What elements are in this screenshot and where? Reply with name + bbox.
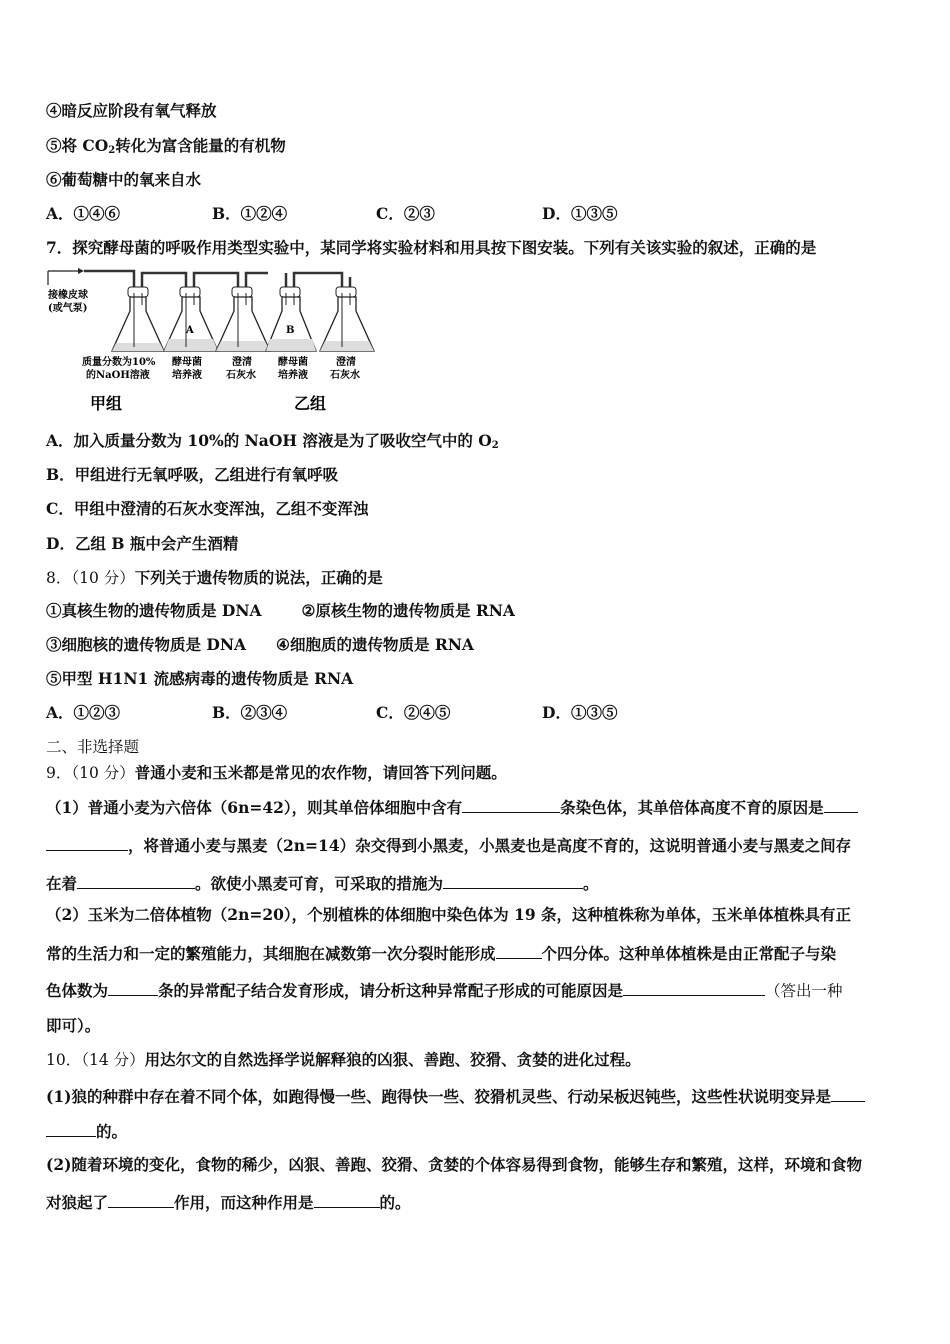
tube-3 bbox=[194, 273, 238, 289]
q8-item-3: ③细胞核的遗传物质是 DNA bbox=[46, 635, 247, 654]
q10-blank-1a[interactable] bbox=[831, 1085, 865, 1102]
q9-score: （10 分） bbox=[71, 764, 135, 782]
q9-part2-line1: （2）玉米为二倍体植物（2n=20），个别植株的体细胞中染色体为 19 条，这种植株称为单体，玉米单体植株具有正 bbox=[46, 905, 852, 924]
q7-option-a[interactable] bbox=[46, 431, 499, 456]
q8-item-2: ②原核生物的遗传物质是 RNA bbox=[301, 601, 515, 620]
label-lime-1-1: 澄清 bbox=[232, 357, 252, 368]
q9-blank-1[interactable] bbox=[462, 796, 560, 813]
section-heading: 二、非选择题 bbox=[46, 738, 140, 756]
q9-blank-7[interactable] bbox=[623, 979, 765, 996]
q9-blank-5[interactable] bbox=[496, 942, 542, 959]
group-jia-label: 甲组 bbox=[90, 394, 123, 413]
tube-6 bbox=[294, 273, 342, 289]
q9-blank-2a[interactable] bbox=[824, 796, 858, 813]
q10-part1-line2 bbox=[46, 1120, 127, 1142]
label-lime-1-2: 石灰水 bbox=[226, 370, 256, 381]
q9-p1f: 。 bbox=[583, 874, 599, 893]
label-yeast-a-2: 培养液 bbox=[172, 370, 202, 381]
q8-item-1: ①真核生物的遗传物质是 DNA bbox=[46, 601, 262, 620]
q8-item-5: ⑤甲型 H1N1 流感病毒的遗传物质是 RNA bbox=[46, 669, 354, 688]
q7-option-a-text: A．加入质量分数为 10%的 NaOH 溶液是为了吸收空气中的 O bbox=[46, 431, 492, 450]
q9-part1-line3 bbox=[46, 872, 599, 894]
q10-stem-line bbox=[46, 1050, 641, 1070]
flask-b-label: B bbox=[286, 325, 295, 336]
q10-p1b: 的。 bbox=[96, 1122, 128, 1141]
q9-p1b: 条染色体，其单倍体高度不育的原因是 bbox=[560, 798, 824, 817]
q9-p1c: ，将普通小麦与黑麦（2n=14）杂交得到小黑麦，小黑麦也是高度不育的，这说明普通小麦与黑麦之间存 bbox=[128, 836, 852, 855]
q6-item-4: ④暗反应阶段有氧气释放 bbox=[46, 101, 217, 120]
q9-p2f: （答出一种 bbox=[765, 982, 843, 1000]
q8-items-row-2 bbox=[46, 635, 474, 655]
label-yeast-b-2: 培养液 bbox=[278, 370, 308, 381]
q8-item-4: ④细胞质的遗传物质是 RNA bbox=[276, 635, 474, 654]
q6-option-c[interactable]: C．②③ bbox=[376, 204, 435, 223]
label-yeast-a-1: 酵母菌 bbox=[172, 357, 202, 368]
group-yi-label: 乙组 bbox=[294, 394, 327, 413]
q10-p2c: 作用，而这种作用是 bbox=[174, 1193, 314, 1212]
q9-p2e: 条的异常配子结合发育形成，请分析这种异常配子形成的可能原因是 bbox=[158, 981, 624, 1000]
q6-item-6: ⑥葡萄糖中的氧来自水 bbox=[46, 170, 202, 189]
flask-a-yeast bbox=[164, 287, 218, 351]
label-lime-2-1: 澄清 bbox=[336, 357, 356, 368]
q9-blank-2b[interactable] bbox=[46, 834, 128, 851]
q8-options bbox=[46, 703, 906, 723]
tube-2 bbox=[142, 273, 186, 289]
q6-option-b[interactable]: B．①②④ bbox=[212, 204, 288, 223]
q10-blank-1b[interactable] bbox=[46, 1120, 96, 1137]
q7-option-c[interactable]: C．甲组中澄清的石灰水变浑浊，乙组不变浑浊 bbox=[46, 499, 369, 518]
q8-items-row-1 bbox=[46, 601, 515, 621]
q8-score: （10 分） bbox=[71, 569, 135, 587]
q10-part1-line1 bbox=[46, 1085, 865, 1107]
q9-p2d: 色体数为 bbox=[46, 981, 109, 1000]
q9-blank-3[interactable] bbox=[77, 872, 195, 889]
q6-item-5 bbox=[46, 136, 286, 161]
q10-number: 10． bbox=[46, 1051, 82, 1069]
flask-limewater-1 bbox=[216, 287, 270, 351]
q10-p2d: 的。 bbox=[379, 1193, 411, 1212]
q7-option-b[interactable]: B．甲组进行无氧呼吸，乙组进行有氧呼吸 bbox=[46, 465, 339, 484]
flask-a-label: A bbox=[186, 325, 194, 336]
q9-part1-line2 bbox=[46, 834, 851, 856]
pump-label-1: 接橡皮球 bbox=[48, 290, 88, 301]
q6-item-5-subscript: 2 bbox=[108, 145, 116, 156]
q6-option-a[interactable]: A．①④⑥ bbox=[46, 204, 121, 223]
q9-blank-4[interactable] bbox=[443, 872, 583, 889]
q9-part2-line4: 即可）。 bbox=[46, 1016, 101, 1035]
q9-p2b: 常的生活力和一定的繁殖能力，其细胞在减数第一次分裂时能形成 bbox=[46, 944, 496, 963]
q7-stem: 7．探究酵母菌的呼吸作用类型实验中，某同学将实验材料和用具按下图安装。下列有关该实验的叙述，正确的是 bbox=[46, 238, 817, 257]
q7-apparatus-figure bbox=[46, 263, 376, 418]
q10-part2-line1: (2)随着环境的变化，食物的稀少，凶狠、善跑、狡猾、贪婪的个体容易得到食物，能够生存和繁殖，这样，环境和食物 bbox=[46, 1155, 862, 1174]
q6-item-5-text-a: ⑤将 CO bbox=[46, 136, 109, 155]
label-lime-2-2: 石灰水 bbox=[330, 370, 360, 381]
q6-option-d[interactable]: D．①③⑤ bbox=[542, 204, 618, 223]
q10-stem: 用达尔文的自然选择学说解释狼的凶狠、善跑、狡猾、贪婪的进化过程。 bbox=[144, 1050, 641, 1069]
q8-stem: 下列关于遗传物质的说法，正确的是 bbox=[134, 568, 383, 587]
q6-item-5-text-b: 转化为富含能量的有机物 bbox=[115, 136, 286, 155]
q9-stem: 普通小麦和玉米都是常见的农作物，请回答下列问题。 bbox=[134, 763, 507, 782]
q7-option-a-subscript: 2 bbox=[491, 440, 499, 451]
q9-p1e: 。欲使小黑麦可育，可采取的措施为 bbox=[195, 874, 444, 893]
q8-option-d[interactable]: D．①③⑤ bbox=[542, 703, 618, 722]
q9-stem-line bbox=[46, 763, 507, 783]
air-arrow-head bbox=[78, 268, 84, 274]
q8-option-c[interactable]: C．②④⑤ bbox=[376, 703, 451, 722]
flask-b-yeast bbox=[266, 287, 316, 351]
q7-option-d[interactable]: D．乙组 B 瓶中会产生酒精 bbox=[46, 534, 239, 553]
q8-number: 8． bbox=[46, 569, 72, 587]
q10-score: （14 分） bbox=[81, 1051, 145, 1069]
q9-part2-line2 bbox=[46, 942, 836, 964]
q10-p1a: (1)狼的种群中存在着不同个体，如跑得慢一些、跑得快一些、狡猾机灵些、行动呆板迟钝些，这些性状说明变异是 bbox=[46, 1087, 831, 1106]
q10-blank-3[interactable] bbox=[314, 1191, 380, 1208]
q9-blank-6[interactable] bbox=[108, 979, 158, 996]
flask-naoh bbox=[112, 287, 164, 351]
q9-p1d: 在着 bbox=[46, 874, 78, 893]
q9-part2-line3 bbox=[46, 979, 843, 1001]
q9-number: 9． bbox=[46, 764, 72, 782]
label-yeast-b-1: 酵母菌 bbox=[278, 357, 308, 368]
q9-p2c: 个四分体。这种单体植株是由正常配子与染 bbox=[541, 944, 837, 963]
q9-p1a: （1）普通小麦为六倍体（6n=42），则其单倍体细胞中含有 bbox=[46, 798, 463, 817]
q8-option-a[interactable]: A．①②③ bbox=[46, 703, 121, 722]
q10-p2b: 对狼起了 bbox=[46, 1193, 109, 1212]
flask-limewater-2 bbox=[320, 287, 374, 351]
q10-blank-2[interactable] bbox=[108, 1191, 174, 1208]
q8-stem-line bbox=[46, 568, 383, 588]
label-naoh-1: 质量分数为10% bbox=[82, 357, 156, 368]
q8-option-b[interactable]: B．②③④ bbox=[212, 703, 288, 722]
q10-part2-line2 bbox=[46, 1191, 411, 1213]
label-naoh-2: 的NaOH溶液 bbox=[86, 370, 150, 381]
pump-label-2: (或气泵) bbox=[48, 303, 88, 314]
tube-1 bbox=[84, 271, 134, 289]
q6-options bbox=[46, 204, 906, 224]
q9-part1-line1 bbox=[46, 796, 858, 818]
